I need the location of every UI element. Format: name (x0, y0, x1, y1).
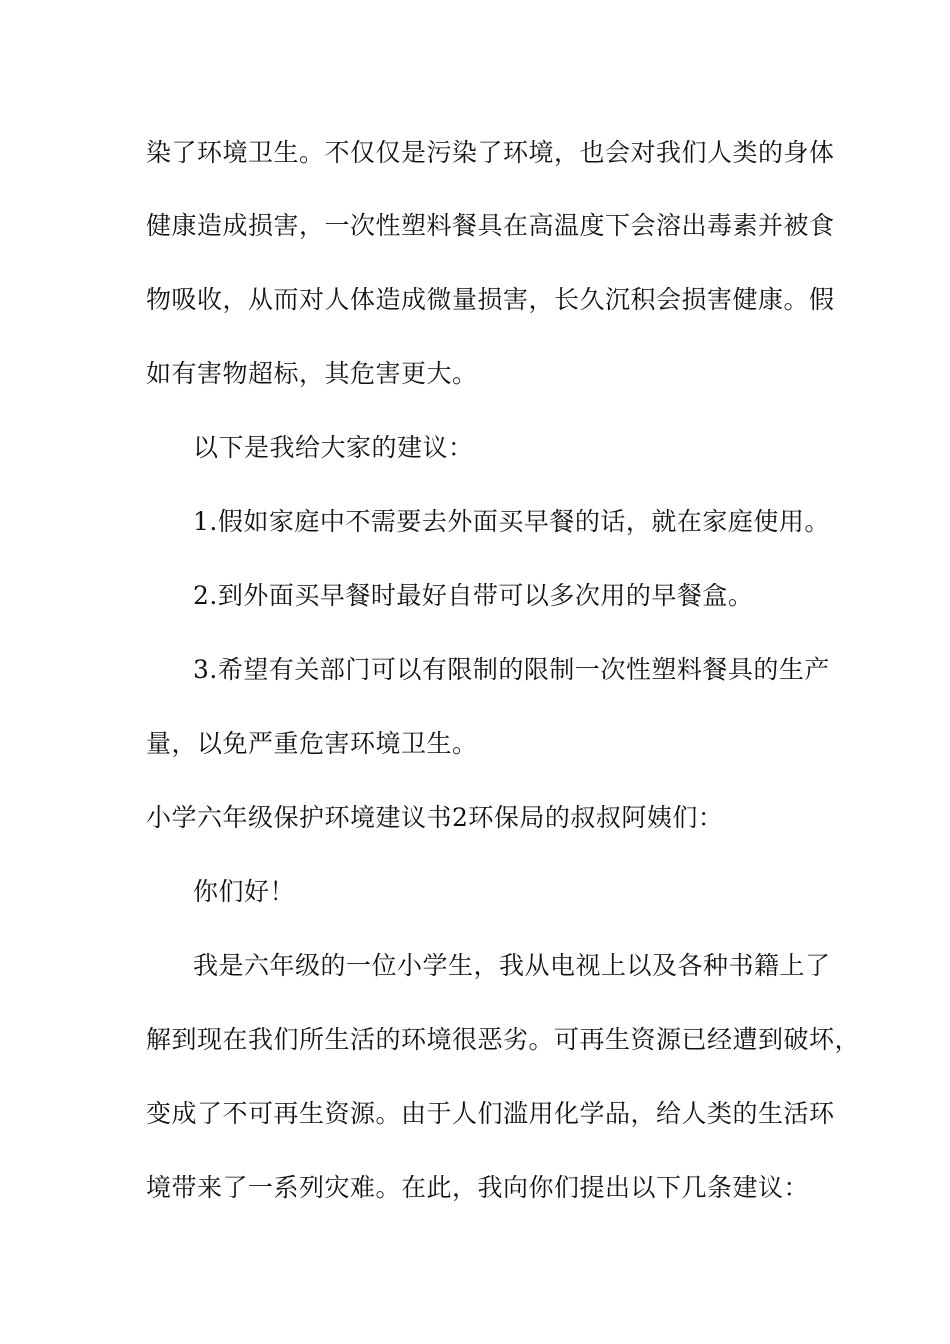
paragraph-line: 变成了不可再生资源。由于人们滥用化学品，给人类的生活环 (146, 1099, 835, 1128)
suggestion-intro: 以下是我给大家的建议： (193, 433, 474, 462)
paragraph-line: 健康造成损害，一次性塑料餐具在高温度下会溶出毒素并被食 (146, 211, 835, 240)
paragraph-line: 物吸收，从而对人体造成微量损害，长久沉积会损害健康。假 (146, 285, 835, 314)
suggestion-item: 3.希望有关部门可以有限制的限制一次性塑料餐具的生产 (193, 655, 830, 684)
suggestion-item: 1.假如家庭中不需要去外面买早餐的话，就在家庭使用。 (193, 507, 830, 536)
paragraph-line: 解到现在我们所生活的环境很恶劣。可再生资源已经遭到破坏， (146, 1025, 861, 1054)
paragraph-line: 境带来了一系列灾难。在此，我向你们提出以下几条建议： (146, 1173, 810, 1202)
suggestion-item: 2.到外面买早餐时最好自带可以多次用的早餐盒。 (193, 581, 754, 610)
paragraph-line: 我是六年级的一位小学生，我从电视上以及各种书籍上了 (193, 951, 831, 980)
greeting: 你们好！ (193, 877, 296, 906)
suggestion-continuation: 量，以免严重危害环境卫生。 (146, 729, 478, 758)
paragraph-line: 如有害物超标，其危害更大。 (146, 359, 478, 388)
paragraph-line: 染了环境卫生。不仅仅是污染了环境，也会对我们人类的身体 (146, 138, 835, 167)
section-title-line: 小学六年级保护环境建议书2环保局的叔叔阿姨们： (146, 803, 724, 832)
